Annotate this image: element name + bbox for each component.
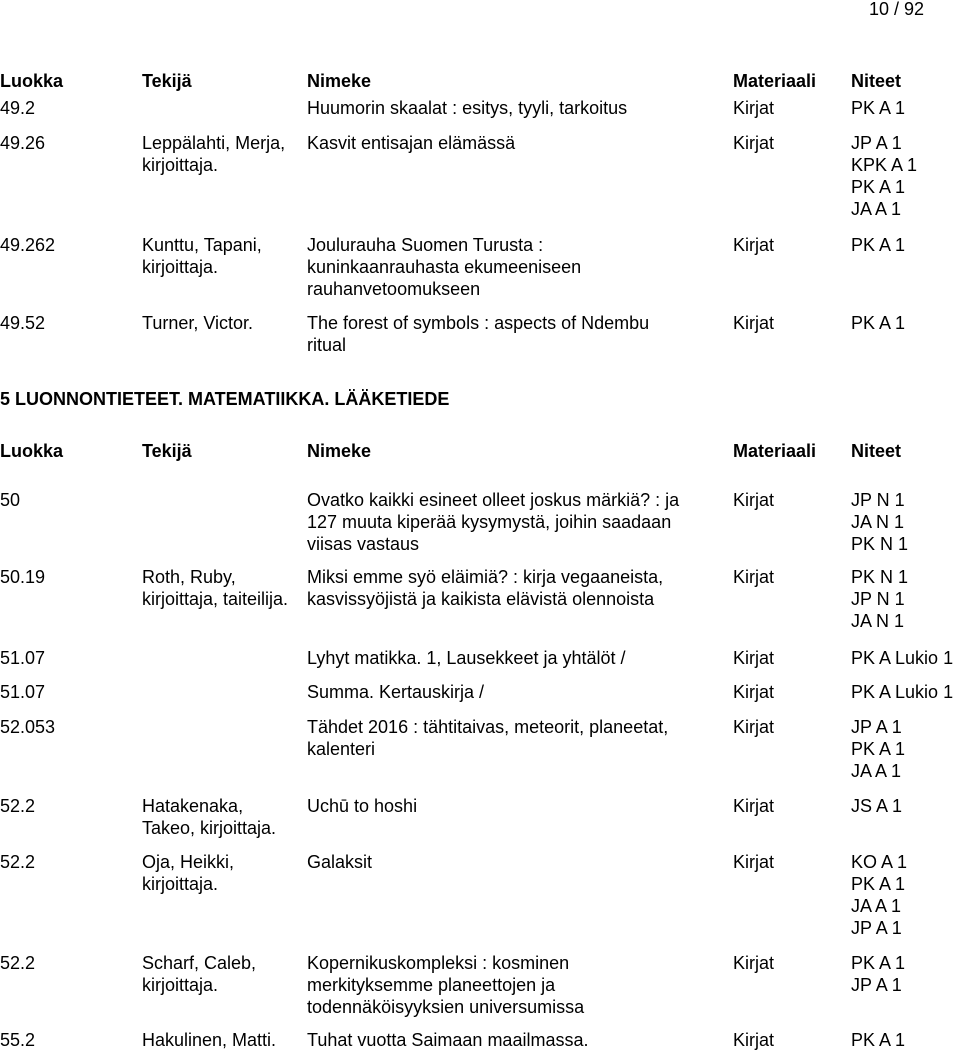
cell-luokka: [0, 1029, 35, 1051]
cell-luokka: [0, 97, 35, 119]
cell-nimeke-line: rauhanvetoomukseen: [307, 279, 481, 299]
cell-nimeke: [307, 952, 584, 1018]
header-luokka: Luokka: [0, 441, 64, 461]
cell-niteet: [851, 566, 908, 632]
cell-niteet-line: JA A 1: [851, 199, 902, 219]
cell-niteet-line: JA A 1: [851, 761, 902, 781]
cell-tekija-line: kirjoittaja.: [142, 975, 219, 995]
table-header-2: [0, 440, 960, 462]
cell-tekija-line: kirjoittaja.: [142, 257, 219, 277]
cell-materiaali-line: Kirjat: [733, 567, 775, 587]
cell-materiaali-line: Kirjat: [733, 852, 775, 872]
cell-niteet-line: KPK A 1: [851, 155, 918, 175]
cell-niteet-line: PK N 1: [851, 534, 909, 554]
cell-luokka: [0, 681, 45, 703]
cell-tekija-line: kirjoittaja.: [142, 155, 219, 175]
cell-niteet-line: JP A 1: [851, 975, 902, 995]
cell-luokka-line: 49.26: [0, 133, 46, 153]
cell-niteet-line: JA N 1: [851, 611, 905, 631]
cell-tekija: [142, 1029, 276, 1051]
header-niteet: Niteet: [851, 71, 902, 91]
cell-materiaali-line: Kirjat: [733, 313, 775, 333]
cell-tekija-line: Hakulinen, Matti.: [142, 1030, 277, 1050]
cell-niteet-line: JS A 1: [851, 796, 903, 816]
header-luokka: Luokka: [0, 71, 64, 91]
cell-niteet: [851, 795, 902, 817]
cell-tekija-line: Takeo, kirjoittaja.: [142, 818, 277, 838]
cell-tekija: [142, 132, 285, 176]
cell-niteet: [851, 851, 907, 939]
cell-niteet-line: JP A 1: [851, 133, 902, 153]
cell-materiaali: [733, 489, 774, 511]
section-title: 5 LUONNONTIETEET. MATEMATIIKKA. LÄÄKETIEDE: [0, 389, 450, 409]
cell-niteet-line: PK A 1: [851, 739, 906, 759]
cell-nimeke-line: todennäköisyyksien universumissa: [307, 997, 585, 1017]
cell-tekija: [142, 851, 234, 895]
cell-materiaali-line: Kirjat: [733, 796, 775, 816]
cell-luokka-line: 51.07: [0, 682, 46, 702]
cell-nimeke: [307, 489, 679, 555]
cell-luokka: [0, 716, 55, 738]
cell-tekija-line: Roth, Ruby,: [142, 567, 236, 587]
cell-niteet: [851, 489, 908, 555]
cell-nimeke: [307, 681, 484, 703]
cell-niteet-line: JA A 1: [851, 896, 902, 916]
cell-tekija: [142, 952, 256, 996]
cell-tekija-line: Kunttu, Tapani,: [142, 235, 262, 255]
cell-materiaali: [733, 132, 774, 154]
cell-materiaali: [733, 851, 774, 873]
cell-nimeke-line: Uchū to hoshi: [307, 796, 418, 816]
cell-materiaali: [733, 566, 774, 588]
cell-tekija: [142, 234, 262, 278]
cell-nimeke: [307, 234, 581, 300]
cell-nimeke-line: kuninkaanrauhasta ekumeeniseen: [307, 257, 582, 277]
cell-nimeke-line: Huumorin skaalat : esitys, tyyli, tarkoitus: [307, 98, 628, 118]
cell-luokka: [0, 952, 35, 974]
cell-niteet-line: PK A 1: [851, 1030, 906, 1050]
cell-tekija-line: Oja, Heikki,: [142, 852, 235, 872]
cell-luokka: [0, 132, 45, 154]
cell-materiaali: [733, 681, 774, 703]
cell-niteet-line: PK N 1: [851, 567, 909, 587]
cell-tekija: [142, 566, 288, 610]
cell-nimeke: [307, 1029, 588, 1051]
cell-nimeke-line: Tuhat vuotta Saimaan maailmassa.: [307, 1030, 589, 1050]
cell-materiaali-line: Kirjat: [733, 1030, 775, 1050]
cell-nimeke-line: Summa. Kertauskirja /: [307, 682, 485, 702]
cell-luokka-line: 50.19: [0, 567, 46, 587]
header-niteet: Niteet: [851, 441, 902, 461]
cell-tekija-line: Hatakenaka,: [142, 796, 244, 816]
header-nimeke: Nimeke: [307, 441, 372, 461]
header-materiaali: Materiaali: [733, 71, 817, 91]
cell-luokka-line: 49.52: [0, 313, 46, 333]
cell-niteet-line: JP N 1: [851, 490, 905, 510]
cell-materiaali: [733, 234, 774, 256]
cell-nimeke-line: Kasvit entisajan elämässä: [307, 133, 516, 153]
cell-luokka-line: 55.2: [0, 1030, 36, 1050]
cell-niteet-line: PK A Lukio 1: [851, 648, 954, 668]
cell-niteet-line: PK A 1: [851, 98, 906, 118]
cell-niteet: [851, 647, 953, 669]
cell-luokka: [0, 795, 35, 817]
cell-niteet-line: PK A Lukio 1: [851, 682, 954, 702]
cell-niteet-line: JP A 1: [851, 717, 902, 737]
cell-materiaali-line: Kirjat: [733, 98, 775, 118]
cell-luokka: [0, 851, 35, 873]
cell-luokka-line: 49.262: [0, 235, 56, 255]
cell-luokka-line: 52.2: [0, 852, 36, 872]
cell-niteet: [851, 1029, 905, 1051]
cell-nimeke: [307, 132, 515, 154]
cell-nimeke-line: Miksi emme syö eläimiä? : kirja vegaaneista,: [307, 567, 664, 587]
cell-niteet: [851, 716, 905, 782]
cell-niteet-line: KO A 1: [851, 852, 908, 872]
cell-materiaali-line: Kirjat: [733, 648, 775, 668]
cell-nimeke: [307, 647, 626, 669]
cell-tekija-line: Turner, Victor.: [142, 313, 254, 333]
cell-niteet: [851, 132, 917, 220]
cell-niteet-line: PK A 1: [851, 235, 906, 255]
cell-niteet: [851, 952, 905, 996]
cell-niteet: [851, 234, 905, 256]
cell-niteet: [851, 97, 905, 119]
cell-nimeke-line: kalenteri: [307, 739, 376, 759]
cell-tekija-line: Scharf, Caleb,: [142, 953, 257, 973]
cell-materiaali-line: Kirjat: [733, 682, 775, 702]
cell-nimeke-line: Kopernikuskompleksi : kosminen: [307, 953, 570, 973]
cell-nimeke-line: The forest of symbols : aspects of Ndembu: [307, 313, 650, 333]
cell-luokka-line: 52.2: [0, 953, 36, 973]
cell-materiaali: [733, 1029, 774, 1051]
cell-niteet: [851, 681, 953, 703]
cell-nimeke-line: viisas vastaus: [307, 534, 420, 554]
page-number: 10 / 92: [868, 0, 924, 19]
cell-luokka: [0, 312, 45, 334]
cell-nimeke-line: kasvissyöjistä ja kaikista elävistä olennoista: [307, 589, 655, 609]
cell-niteet-line: PK A 1: [851, 177, 906, 197]
header-tekija: Tekijä: [142, 441, 192, 461]
cell-materiaali: [733, 312, 774, 334]
cell-tekija: [142, 795, 276, 839]
cell-nimeke: [307, 851, 372, 873]
cell-nimeke-line: Lyhyt matikka. 1, Lausekkeet ja yhtälöt /: [307, 648, 626, 668]
cell-niteet-line: JP N 1: [851, 589, 905, 609]
cell-niteet-line: PK A 1: [851, 953, 906, 973]
cell-luokka: [0, 647, 45, 669]
cell-nimeke: [307, 566, 663, 610]
cell-tekija: [142, 312, 253, 334]
cell-nimeke-line: Joulurauha Suomen Turusta :: [307, 235, 544, 255]
cell-nimeke-line: Tähdet 2016 : tähtitaivas, meteorit, planeetat,: [307, 717, 669, 737]
cell-niteet: [851, 312, 905, 334]
cell-materiaali-line: Kirjat: [733, 490, 775, 510]
cell-luokka-line: 52.053: [0, 717, 56, 737]
cell-materiaali: [733, 97, 774, 119]
cell-niteet-line: PK A 1: [851, 313, 906, 333]
cell-nimeke-line: merkityksemme planeettojen ja: [307, 975, 556, 995]
cell-materiaali-line: Kirjat: [733, 133, 775, 153]
cell-nimeke: [307, 795, 417, 817]
cell-nimeke: [307, 312, 649, 356]
cell-nimeke: [307, 97, 627, 119]
cell-tekija-line: kirjoittaja, taiteilija.: [142, 589, 289, 609]
cell-materiaali: [733, 952, 774, 974]
table-header-1: [0, 70, 960, 92]
header-materiaali: Materiaali: [733, 441, 817, 461]
cell-luokka-line: 50: [0, 490, 21, 510]
cell-materiaali-line: Kirjat: [733, 235, 775, 255]
cell-niteet-line: JA N 1: [851, 512, 905, 532]
cell-luokka: [0, 489, 20, 511]
cell-nimeke-line: ritual: [307, 335, 347, 355]
cell-niteet-line: JP A 1: [851, 918, 902, 938]
cell-nimeke-line: Ovatko kaikki esineet olleet joskus märkiä? : ja: [307, 490, 680, 510]
cell-niteet-line: PK A 1: [851, 874, 906, 894]
cell-nimeke: [307, 716, 668, 760]
cell-luokka-line: 52.2: [0, 796, 36, 816]
cell-nimeke-line: Galaksit: [307, 852, 373, 872]
header-nimeke: Nimeke: [307, 71, 372, 91]
cell-materiaali: [733, 716, 774, 738]
cell-tekija-line: kirjoittaja.: [142, 874, 219, 894]
cell-materiaali-line: Kirjat: [733, 953, 775, 973]
cell-luokka-line: 49.2: [0, 98, 36, 118]
cell-luokka: [0, 566, 45, 588]
cell-tekija-line: Leppälahti, Merja,: [142, 133, 286, 153]
cell-materiaali: [733, 795, 774, 817]
cell-nimeke-line: 127 muuta kiperää kysymystä, joihin saadaan: [307, 512, 672, 532]
cell-luokka: [0, 234, 55, 256]
header-tekija: Tekijä: [142, 71, 192, 91]
cell-materiaali-line: Kirjat: [733, 717, 775, 737]
cell-luokka-line: 51.07: [0, 648, 46, 668]
cell-materiaali: [733, 647, 774, 669]
